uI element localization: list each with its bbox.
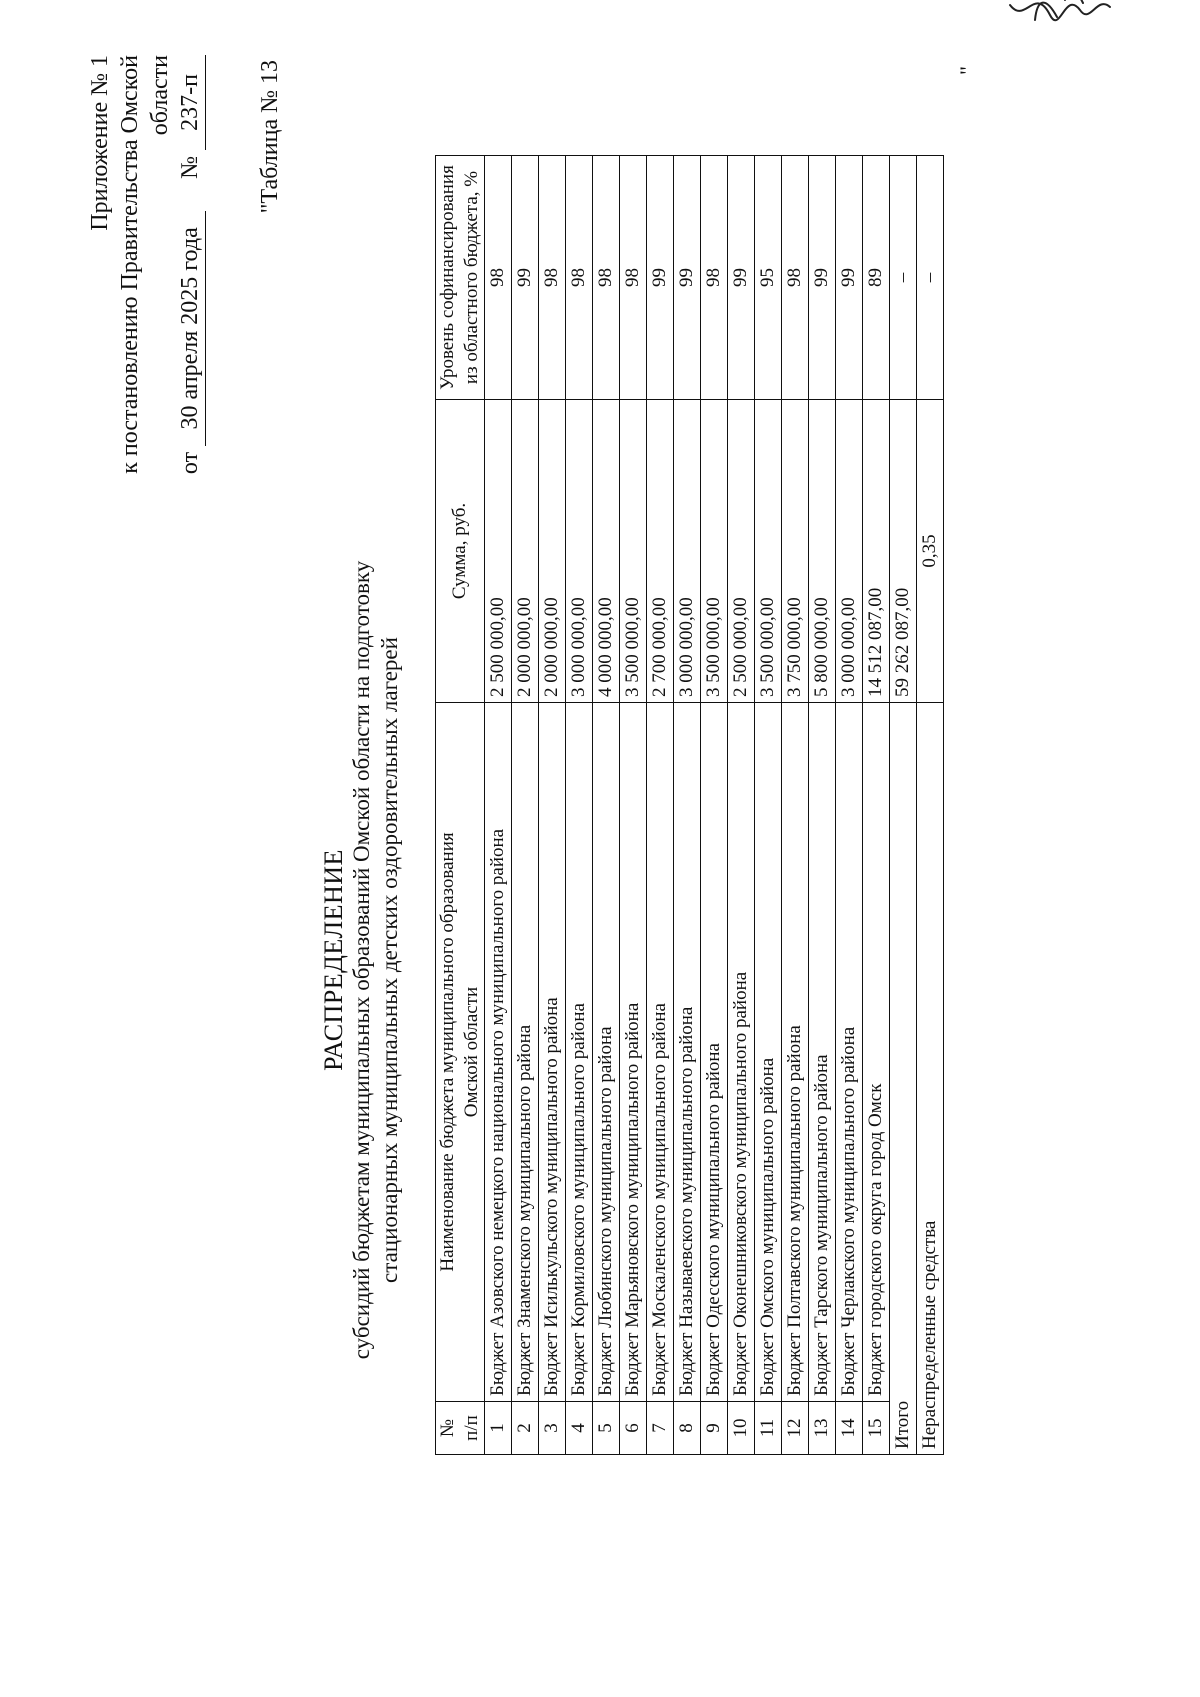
row-name: Бюджет Полтавского муниципального района <box>782 703 809 1402</box>
table-row <box>863 156 890 1455</box>
row-name: Бюджет Марьяновского муниципального района <box>620 703 647 1402</box>
row-sum: 3 750 000,00 <box>782 400 809 703</box>
row-name: Бюджет городского округа город Омск <box>863 703 890 1402</box>
resolution-number: 237-п <box>175 55 206 150</box>
row-sum: 4 000 000,00 <box>593 400 620 703</box>
from-label: от <box>177 451 203 475</box>
closing-quote: " <box>955 66 980 75</box>
header-name <box>436 703 485 1402</box>
row-sum: 3 500 000,00 <box>620 400 647 703</box>
row-sum: 3 000 000,00 <box>566 400 593 703</box>
row-level: 98 <box>620 156 647 400</box>
header-no-line1: № <box>437 1418 458 1438</box>
document-header <box>85 55 206 555</box>
row-name: Бюджет Оконешниковского муниципального района <box>728 703 755 1402</box>
document-sheet <box>25 25 1175 1685</box>
row-level: 98 <box>593 156 620 400</box>
resolution-label: к постановлению Правительства Омской области <box>117 55 173 474</box>
row-level: 99 <box>674 156 701 400</box>
document-title <box>320 485 404 1435</box>
total-row <box>890 156 917 1455</box>
row-level: 89 <box>863 156 890 400</box>
title-main: РАСПРЕДЕЛЕНИЕ <box>319 849 348 1071</box>
table-row <box>485 156 512 1455</box>
table-body <box>485 156 944 1455</box>
total-level: – <box>890 156 917 400</box>
row-sum: 5 800 000,00 <box>809 400 836 703</box>
date-number-line <box>175 55 206 555</box>
row-no: 7 <box>647 1402 674 1455</box>
row-level: 99 <box>728 156 755 400</box>
total-label: Итого <box>890 703 917 1455</box>
row-name: Бюджет Азовского немецкого национального муниципального района <box>485 703 512 1402</box>
row-name: Бюджет Одесского муниципального района <box>701 703 728 1402</box>
row-sum: 14 512 087,00 <box>863 400 890 703</box>
row-no: 4 <box>566 1402 593 1455</box>
title-line-2: стационарных муниципальных детских оздоровительных лагерей <box>377 637 402 1283</box>
row-sum: 2 500 000,00 <box>728 400 755 703</box>
row-name: Бюджет Любинского муниципального района <box>593 703 620 1402</box>
table-row <box>782 156 809 1455</box>
table-number-label: "Таблица № 13 <box>257 60 283 214</box>
table-row <box>566 156 593 1455</box>
number-label: № <box>177 156 203 179</box>
table-header-row <box>436 156 485 1455</box>
row-no: 2 <box>512 1402 539 1455</box>
row-level: 99 <box>647 156 674 400</box>
table-row <box>674 156 701 1455</box>
row-name: Бюджет Знаменского муниципального района <box>512 703 539 1402</box>
row-no: 3 <box>539 1402 566 1455</box>
header-name-line2: Омской области <box>461 986 482 1118</box>
row-no: 6 <box>620 1402 647 1455</box>
header-level-line1: Уровень софинансирования <box>437 165 458 390</box>
row-no: 5 <box>593 1402 620 1455</box>
row-sum: 2 700 000,00 <box>647 400 674 703</box>
distribution-table <box>435 155 944 1455</box>
table-row <box>620 156 647 1455</box>
row-sum: 3 000 000,00 <box>836 400 863 703</box>
row-name: Бюджет Москаленского муниципального района <box>647 703 674 1402</box>
row-no: 10 <box>728 1402 755 1455</box>
resolution-date: 30 апреля 2025 года <box>175 211 206 446</box>
row-level: 98 <box>485 156 512 400</box>
header-level-line2: из областного бюджета, % <box>461 170 482 385</box>
row-name: Бюджет Называевского муниципального района <box>674 703 701 1402</box>
table-row <box>701 156 728 1455</box>
appendix-label: Приложение № 1 <box>87 55 113 231</box>
row-name: Бюджет Черлакского муниципального района <box>836 703 863 1402</box>
table-row <box>539 156 566 1455</box>
row-sum: 2 000 000,00 <box>539 400 566 703</box>
row-name: Бюджет Исилькульского муниципального района <box>539 703 566 1402</box>
row-level: 98 <box>782 156 809 400</box>
row-level: 98 <box>701 156 728 400</box>
total-sum: 59 262 087,00 <box>890 400 917 703</box>
row-level: 95 <box>755 156 782 400</box>
row-sum: 3 000 000,00 <box>674 400 701 703</box>
header-no <box>436 1402 485 1455</box>
row-level: 98 <box>566 156 593 400</box>
handwritten-signature <box>1005 0 1115 45</box>
row-no: 9 <box>701 1402 728 1455</box>
undistributed-sum: 0,35 <box>917 400 944 703</box>
row-no: 12 <box>782 1402 809 1455</box>
row-level: 99 <box>836 156 863 400</box>
header-level <box>436 156 485 400</box>
table-row <box>728 156 755 1455</box>
row-no: 13 <box>809 1402 836 1455</box>
row-no: 14 <box>836 1402 863 1455</box>
row-level: 99 <box>809 156 836 400</box>
row-level: 98 <box>539 156 566 400</box>
row-sum: 3 500 000,00 <box>755 400 782 703</box>
row-level: 99 <box>512 156 539 400</box>
row-no: 15 <box>863 1402 890 1455</box>
table-row <box>836 156 863 1455</box>
title-line-1: субсидий бюджетам муниципальных образований Омской области на подготовку <box>349 560 374 1360</box>
row-no: 1 <box>485 1402 512 1455</box>
row-no: 11 <box>755 1402 782 1455</box>
table-row <box>512 156 539 1455</box>
table-row <box>809 156 836 1455</box>
undistributed-row <box>917 156 944 1455</box>
row-sum: 2 500 000,00 <box>485 400 512 703</box>
row-name: Бюджет Кормиловского муниципального района <box>566 703 593 1402</box>
table-row <box>593 156 620 1455</box>
row-no: 8 <box>674 1402 701 1455</box>
table-row <box>647 156 674 1455</box>
undistributed-level: – <box>917 156 944 400</box>
row-name: Бюджет Омского муниципального района <box>755 703 782 1402</box>
header-sum: Сумма, руб. <box>436 400 485 703</box>
row-name: Бюджет Тарского муниципального района <box>809 703 836 1402</box>
undistributed-label: Нераспределенные средства <box>917 703 944 1455</box>
header-no-line2: п/п <box>461 1415 482 1441</box>
header-name-line1: Наименование бюджета муниципального образования <box>437 832 458 1272</box>
table-row <box>755 156 782 1455</box>
row-sum: 3 500 000,00 <box>701 400 728 703</box>
row-sum: 2 000 000,00 <box>512 400 539 703</box>
